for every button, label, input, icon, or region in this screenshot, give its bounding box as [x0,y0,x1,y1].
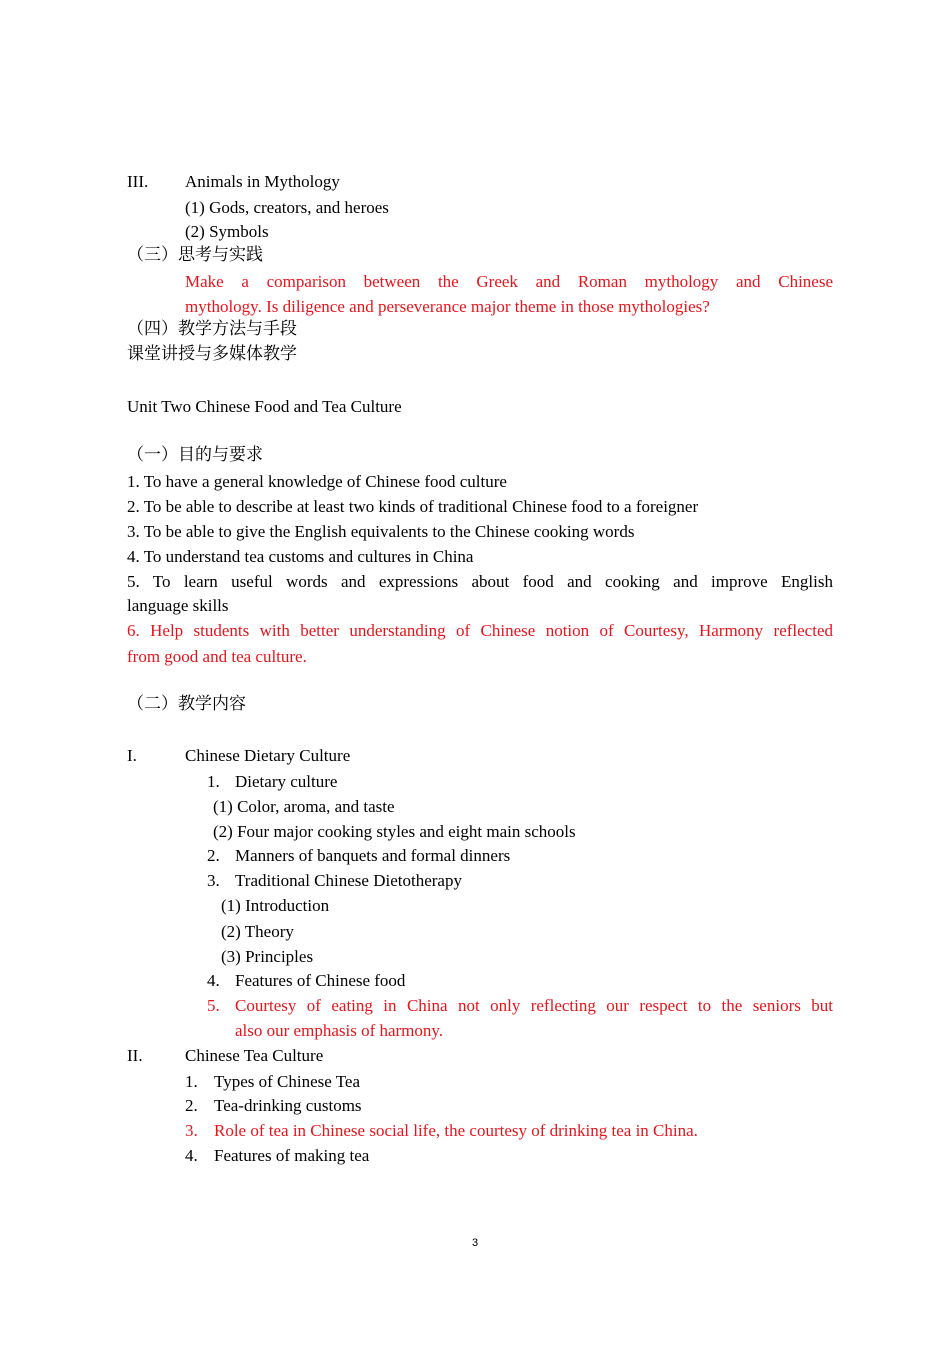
part-num: I. [127,746,137,765]
part-title: Chinese Tea Culture [185,1046,324,1065]
list-item: (1) Gods, creators, and heroes [185,198,389,217]
objective-item: 4. To understand tea customs and cultures in China [127,547,474,566]
objective-item: from good and tea culture. [127,647,307,666]
sub-sub-item: (1) Introduction [221,896,330,915]
sub-num: 1. [207,772,220,791]
sub-sub-item: (1) Color, aroma, and taste [213,797,395,816]
sub-item: Role of tea in Chinese social life, the courtesy of drinking tea in China. [214,1121,698,1140]
objective-item: 3. To be able to give the English equivalents to the Chinese cooking words [127,522,635,541]
sub-num: 4. [207,971,220,990]
unit-title: Unit Two Chinese Food and Tea Culture [127,397,402,416]
sub-item: Courtesy of eating in China not only reflecting our respect to the seniors but [235,996,833,1015]
practice-text: mythology. Is diligence and perseverance major theme in those mythologies? [185,297,710,316]
practice-text: Make a comparison between the Greek and Roman mythology and Chinese [185,272,833,291]
objectives-heading: （一）目的与要求 [127,445,263,465]
sub-sub-item: (2) Four major cooking styles and eight main schools [213,822,576,841]
sub-item: Dietary culture [235,772,338,791]
section-num: III. [127,172,149,191]
list-item: (2) Symbols [185,222,269,241]
section-heading: Animals in Mythology [185,172,340,191]
page-number: 3 [472,1237,479,1249]
objective-item: 5. To learn useful words and expressions about food and cooking and improve English [127,572,833,591]
practice-heading: （三）思考与实践 [127,245,263,265]
objective-item: language skills [127,596,229,615]
objective-item: 6. Help students with better understanding of Chinese notion of Courtesy, Harmony reflected [127,621,833,640]
content-heading: （二）教学内容 [127,694,246,714]
sub-item: also our emphasis of harmony. [235,1021,444,1040]
sub-item: Tea-drinking customs [214,1096,362,1115]
sub-num: 5. [207,996,220,1015]
objective-item: 2. To be able to describe at least two kinds of traditional Chinese food to a foreigner [127,497,699,516]
sub-item: Traditional Chinese Dietotherapy [235,871,462,890]
methods-heading: （四）教学方法与手段 [127,319,297,339]
sub-num: 4. [185,1146,198,1165]
part-num: II. [127,1046,143,1065]
sub-num: 1. [185,1072,198,1091]
sub-num: 2. [207,846,220,865]
sub-num: 2. [185,1096,198,1115]
sub-item: Types of Chinese Tea [214,1072,361,1091]
sub-num: 3. [185,1121,198,1140]
part-title: Chinese Dietary Culture [185,746,351,765]
sub-num: 3. [207,871,220,890]
sub-item: Features of making tea [214,1146,370,1165]
sub-sub-item: (2) Theory [221,922,294,941]
objective-item: 1. To have a general knowledge of Chinese food culture [127,472,507,491]
sub-item: Features of Chinese food [235,971,406,990]
sub-item: Manners of banquets and formal dinners [235,846,511,865]
methods-text: 课堂讲授与多媒体教学 [127,344,297,364]
sub-sub-item: (3) Principles [221,947,314,966]
